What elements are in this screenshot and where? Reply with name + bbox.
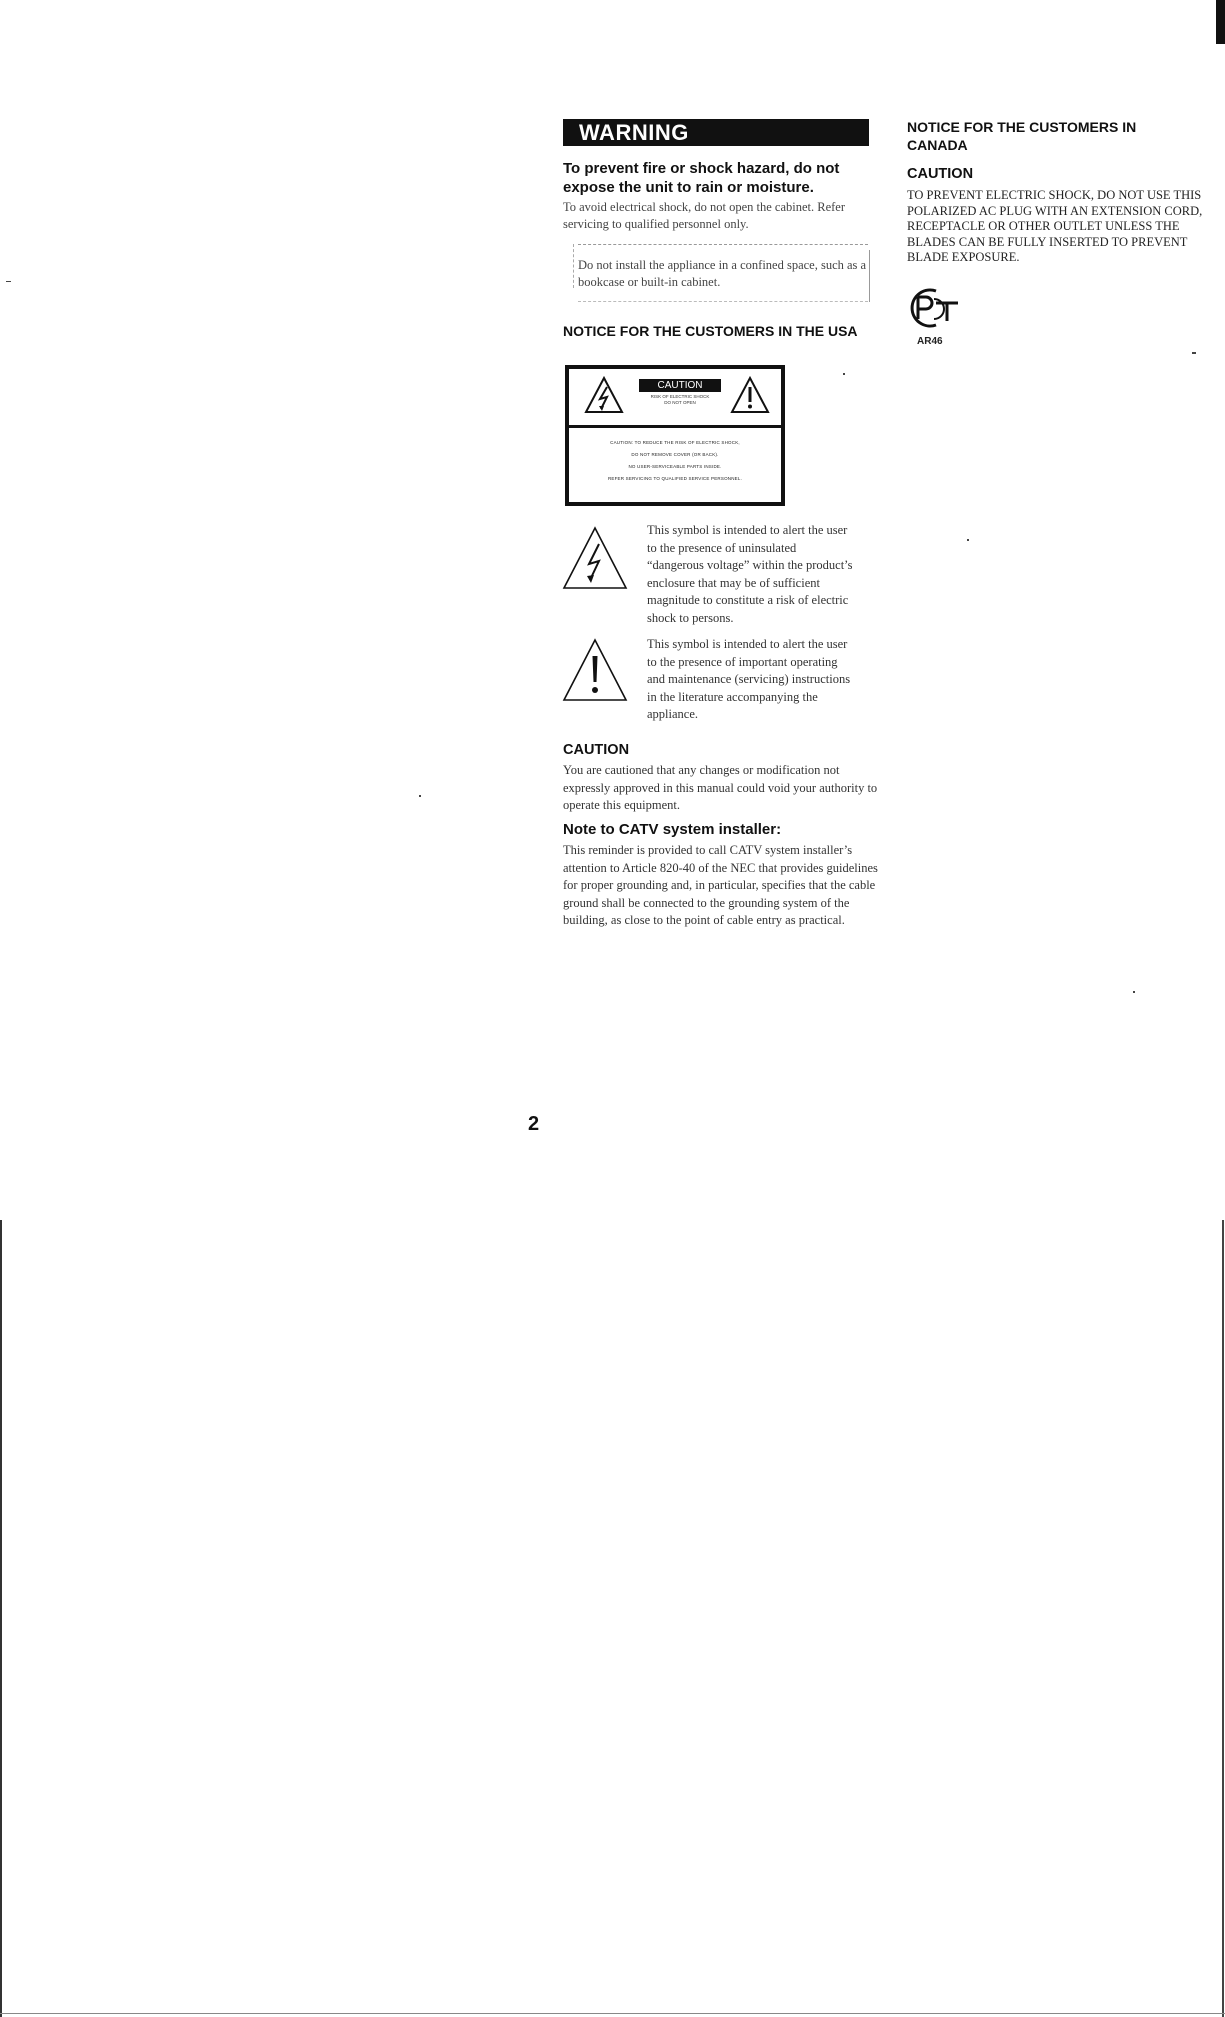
certification-code: AR46: [917, 336, 943, 347]
warning-heading: To prevent fire or shock hazard, do not expose the unit to rain or moisture.: [563, 160, 840, 196]
caution-label-line: DO NOT REMOVE COVER (OR BACK).: [631, 452, 719, 457]
scan-speck: [6, 281, 11, 282]
exclamation-triangle-icon: [562, 638, 628, 702]
page-number: 2: [528, 1113, 540, 1135]
lightning-triangle-icon: [562, 526, 628, 590]
canada-notice-heading: NOTICE FOR THE CUSTOMERS IN CANADA: [907, 119, 1137, 153]
exclamation-triangle-icon: [729, 375, 771, 415]
caution-label-sub-line: RISK OF ELECTRIC SHOCK: [650, 394, 710, 399]
caution-heading: CAUTION: [563, 742, 630, 758]
caution-label-title: CAUTION: [639, 379, 721, 392]
catv-heading: Note to CATV system installer:: [563, 821, 782, 838]
install-note-box: [578, 244, 870, 302]
scan-speck: [1133, 991, 1135, 993]
scan-speck: [419, 795, 421, 797]
warning-title: WARNING: [579, 120, 689, 145]
caution-label: [565, 365, 785, 506]
caution-label-line: CAUTION: TO REDUCE THE RISK OF ELECTRIC SHOCK,: [610, 440, 740, 445]
scan-speck: [1192, 352, 1196, 354]
catv-body: This reminder is provided to call CATV system installer’s attention to Article 820-40 of the NEC that provides guidelines for proper grounding and, in particular, specifies that the cable ground shall be connected to the grounding system of the building, as close to the point of cable entry as practical.: [563, 843, 878, 927]
caution-label-top: [569, 369, 781, 428]
caution-label-subtitle: [639, 394, 721, 406]
usa-notice-heading: NOTICE FOR THE CUSTOMERS IN THE USA: [563, 323, 858, 339]
scan-edge-mark: [1216, 0, 1225, 44]
exclamation-symbol-description: This symbol is intended to alert the user to the presence of important operating and maintenance (servicing) instructions in the literature accompanying the appliance.: [647, 637, 851, 721]
scan-bottom-line: [0, 2013, 1225, 2014]
lightning-triangle-icon: [583, 375, 625, 415]
warning-banner: [563, 119, 869, 146]
canada-caution-body: TO PREVENT ELECTRIC SHOCK, DO NOT USE THIS POLARIZED AC PLUG WITH AN EXTENSION CORD, RECEPTACLE OR OTHER OUTLET UNLESS THE BLADES CAN BE FULLY INSERTED TO PREVENT BLADE EXPOSURE.: [907, 188, 1203, 264]
pct-certification-icon: [906, 285, 962, 331]
scan-speck: [843, 373, 845, 375]
install-note-text: Do not install the appliance in a confined space, such as a bookcase or built-in cabinet.: [578, 258, 867, 289]
caution-label-line: NO USER-SERVICEABLE PARTS INSIDE.: [628, 464, 722, 469]
scan-speck: [967, 539, 969, 541]
scan-edge-line-right: [1222, 1220, 1224, 2017]
lightning-symbol-description: This symbol is intended to alert the user to the presence of uninsulated “dangerous voltage” within the product’s enclosure that may be of sufficient magnitude to constitute a risk of electric shock to persons.: [647, 523, 853, 625]
caution-body: You are cautioned that any changes or modification not expressly approved in this manual could void your authority to operate this equipment.: [563, 763, 878, 812]
warning-body: To avoid electrical shock, do not open the cabinet. Refer servicing to qualified personnel only.: [563, 200, 846, 231]
caution-label-line: REFER SERVICING TO QUALIFIED SERVICE PERSONNEL.: [607, 476, 743, 481]
canada-caution-heading: CAUTION: [907, 166, 974, 182]
caution-label-sub-line: DO NOT OPEN: [664, 400, 696, 405]
scan-edge-line-left: [0, 1220, 2, 2017]
